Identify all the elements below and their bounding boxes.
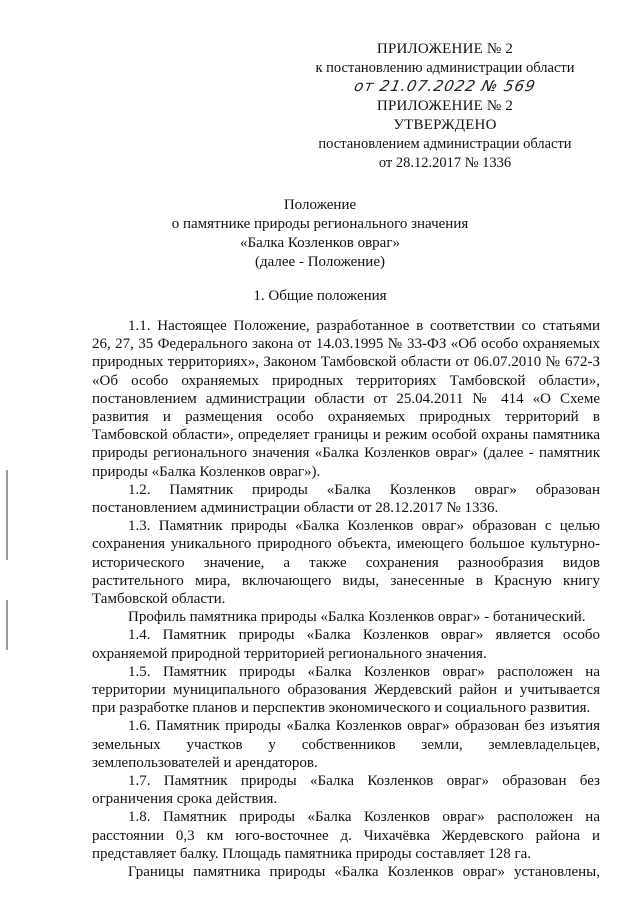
paragraph: Границы памятника природы «Балка Козленков овраг» установлены, xyxy=(128,864,600,881)
appendix-header xyxy=(290,40,600,173)
section-heading: 1. Общие положения xyxy=(253,288,387,304)
title-line: (далее - Положение) xyxy=(255,254,385,270)
approved-date: от 28.12.2017 № 1336 xyxy=(378,155,512,171)
paragraph: 1.3. Памятник природы «Балка Козленков овраг» образован с целью сохранения уникального природного объекта, имеющего большое культурно-исторического значение, а также сохранения разнообразия видов растительного мира, включающего виды, занесенные в Красную книгу Тамбовской области. xyxy=(92,518,600,608)
paragraph: 1.8. Памятник природы «Балка Козленков овраг» расположен на расстоянии 0,3 км юго-восточнее д. Чихачёвка Жердевского района и представляет балку. Площадь памятника природы составляет 128 га. xyxy=(92,809,600,862)
title-line: «Балка Козленков овраг» xyxy=(240,235,400,251)
scan-margin-mark xyxy=(6,470,8,560)
approved-by: постановлением администрации области xyxy=(318,136,572,152)
paragraph: 1.1. Настоящее Положение, разработанное в соответствии со статьями 26, 27, 35 Федерального закона от 14.03.1995 № 33-ФЗ «Об особо охраняемых природных территориях», Законом Тамбовской области от 06.07.2010 № 672-З «Об особо охраняемых природных территориях Тамбовской области», постановлением администрации области от 25.04.2011 № 414 «О Схеме развития и размещения особо охраняемых природных территорий в Тамбовской области», определяет границы и режим особой охраны памятника природы регионального значения «Балка Козленков овраг» (далее - памятник природы «Балка Козленков овраг»). xyxy=(92,318,600,480)
resolution-reference: к постановлению администрации области xyxy=(315,60,575,76)
approved-label: УТВЕРЖДЕНО xyxy=(393,117,497,133)
document-title xyxy=(0,196,640,272)
paragraph: 1.7. Памятник природы «Балка Козленков овраг» образован без ограничения срока действия. xyxy=(92,773,600,808)
paragraph: Профиль памятника природы «Балка Козленков овраг» - ботанический. xyxy=(128,609,586,626)
title-line: Положение xyxy=(283,197,357,213)
paragraph: 1.5. Памятник природы «Балка Козленков овраг» расположен на территории муниципального образования Жердевский район и учитывается при разработке планов и перспектив экономического и социального развития. xyxy=(92,663,600,717)
scan-margin-mark xyxy=(6,600,8,650)
appendix-label-2: ПРИЛОЖЕНИЕ № 2 xyxy=(376,98,514,114)
document-body xyxy=(92,317,600,881)
appendix-label: ПРИЛОЖЕНИЕ № 2 xyxy=(376,41,514,57)
paragraph: 1.6. Памятник природы «Балка Козленков овраг» образован без изъятия земельных участков у собственников земли, землевладельцев, землепользователей и арендаторов. xyxy=(92,718,600,771)
handwritten-date-number: от 21.07.2022 № 569 xyxy=(352,77,538,95)
paragraph: 1.2. Памятник природы «Балка Козленков овраг» образован постановлением администрации области от 28.12.2017 № 1336. xyxy=(92,481,600,517)
paragraph: 1.4. Памятник природы «Балка Козленков овраг» является особо охраняемой природной территорией регионального значения. xyxy=(92,627,600,662)
title-line: о памятнике природы регионального значения xyxy=(171,216,469,232)
